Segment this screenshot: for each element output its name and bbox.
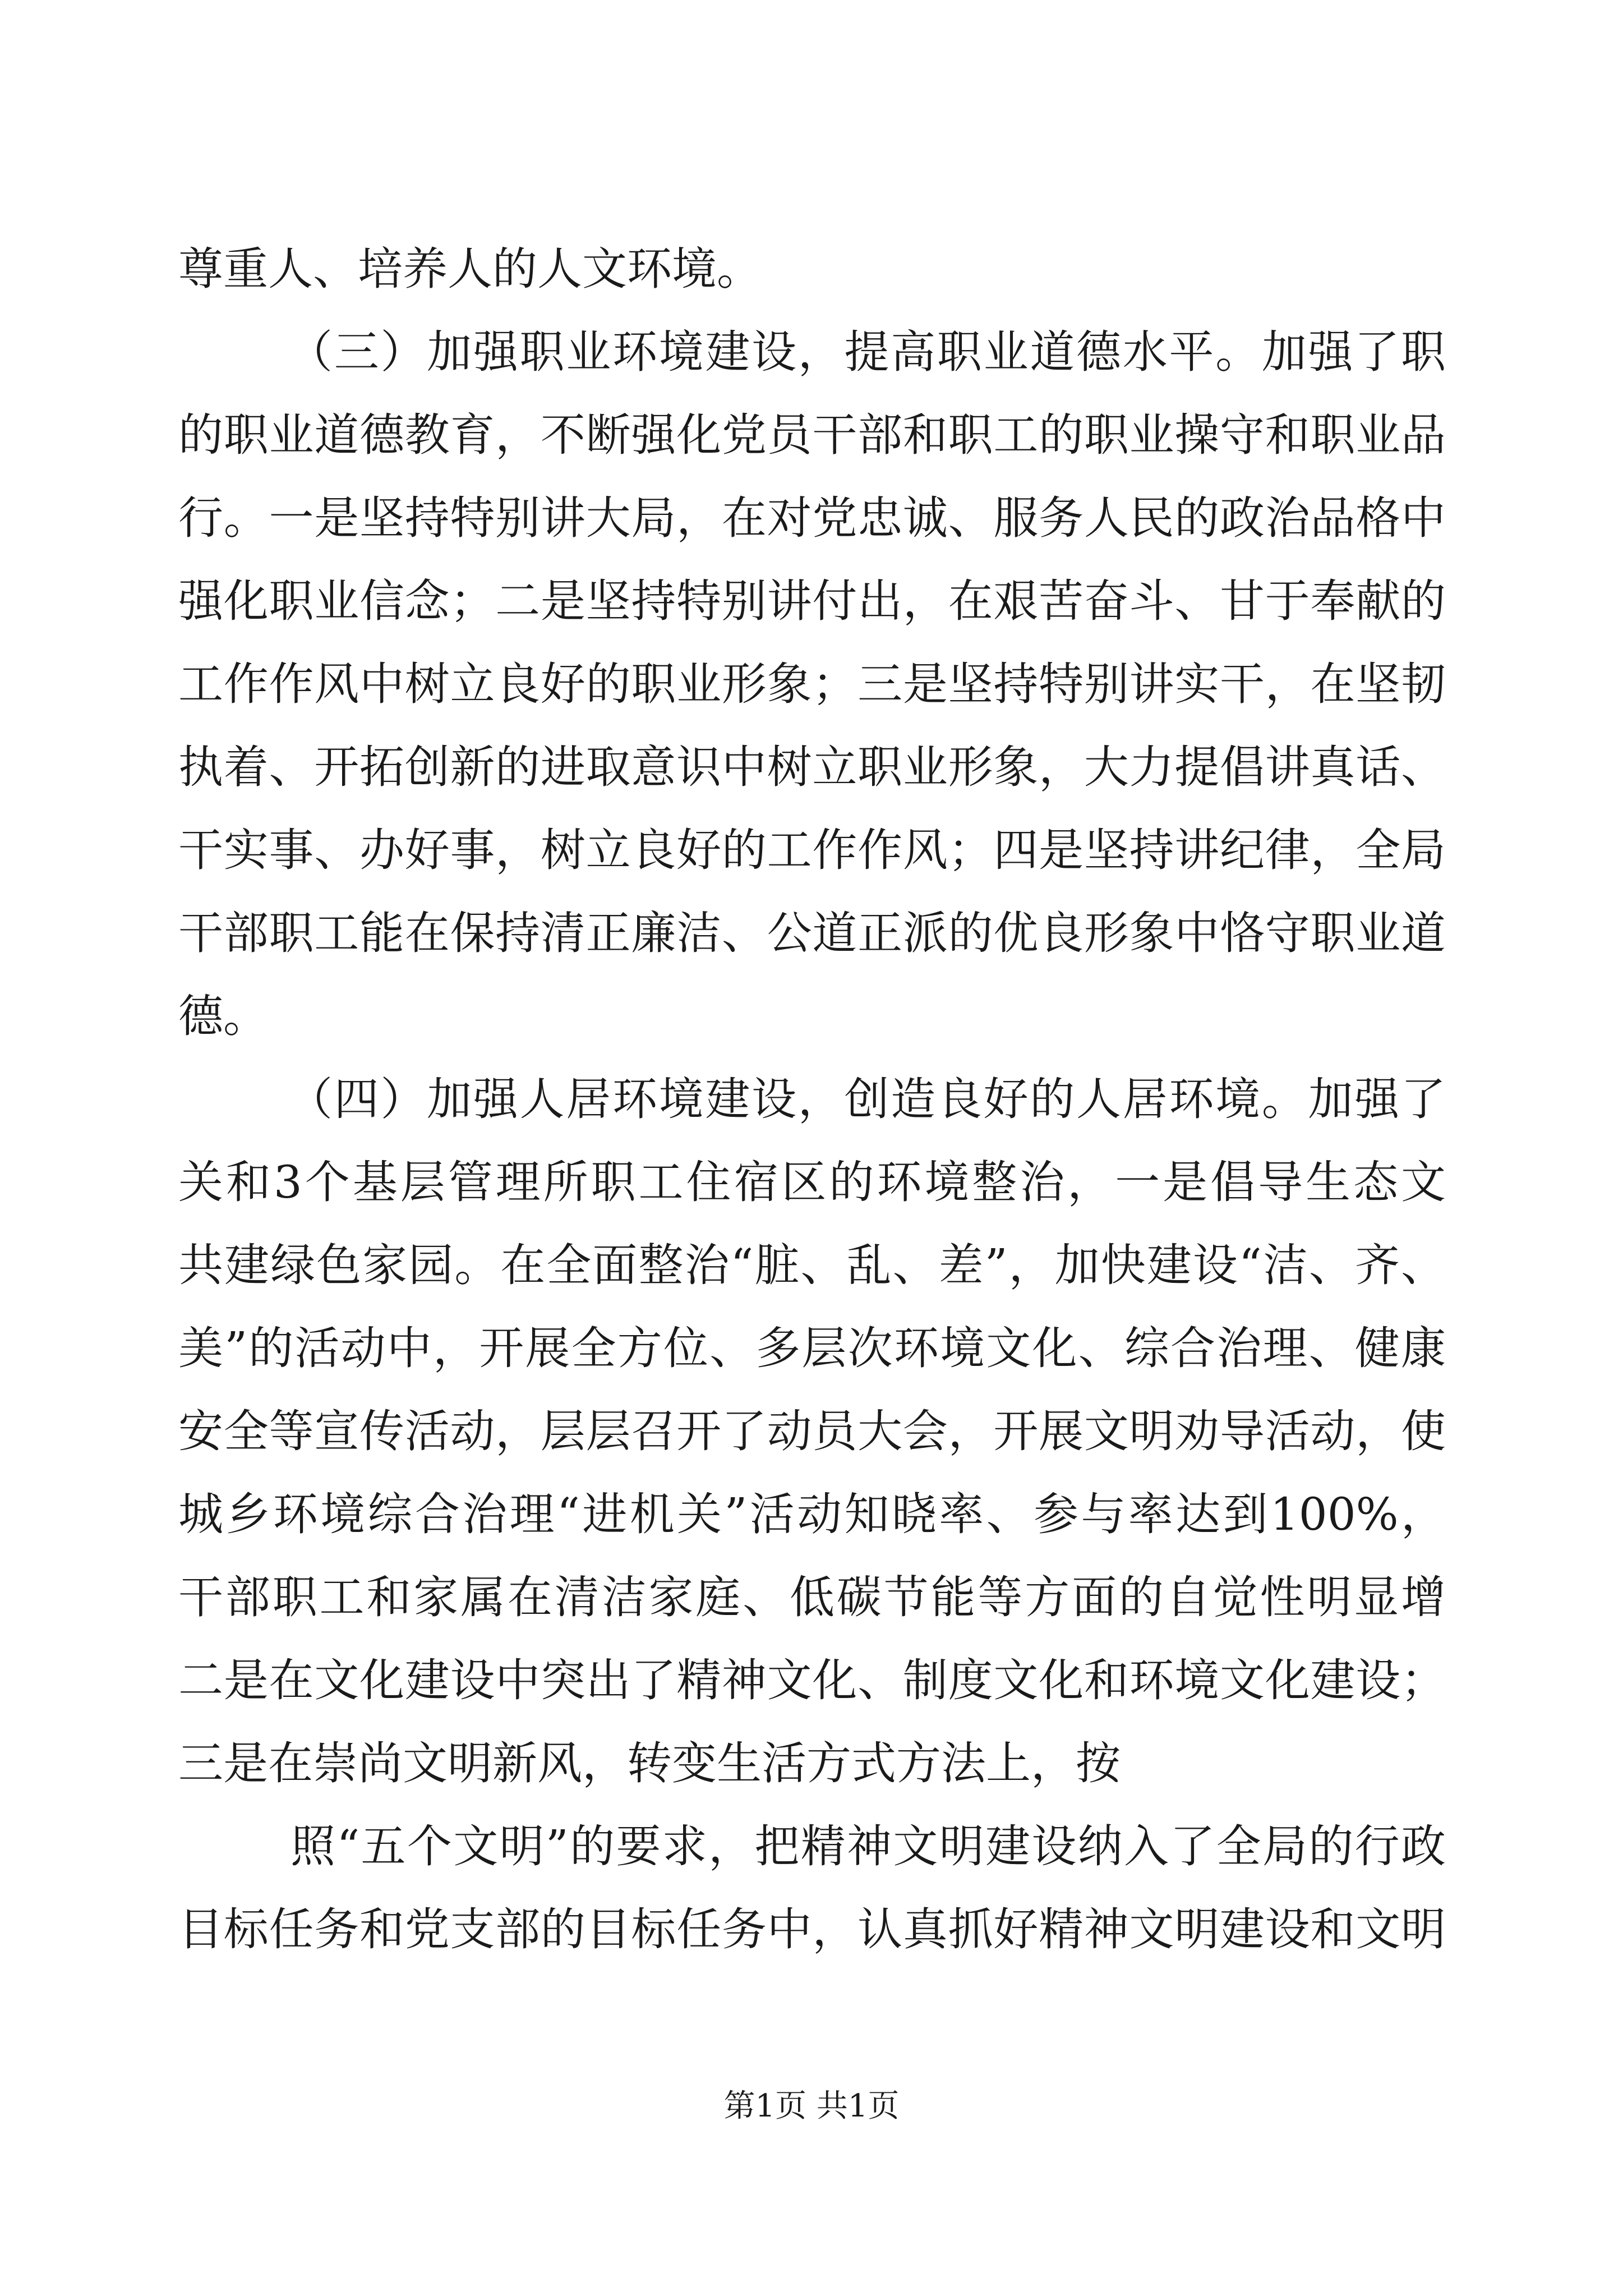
text-line: 工作作风中树立良好的职业形象；三是坚持特别讲实干，在坚韧 <box>178 658 1446 710</box>
text-line: （四）加强人居环境建设，创造良好的人居环境。加强了 <box>288 1073 1446 1125</box>
text-line: 的职业道德教育，不断强化党员干部和职工的职业操守和职业品 <box>178 409 1446 461</box>
text-line: （三）加强职业环境建设，提高职业道德水平。加强了职 <box>288 326 1446 378</box>
text-line: 尊重人、培养人的人文环境。 <box>178 243 762 295</box>
text-line: 二是在文化建设中突出了精神文化、制度文化和环境文化建设； <box>178 1654 1446 1706</box>
text-line: 强化职业信念；二是坚持特别讲付出，在艰苦奋斗、甘于奉献的 <box>178 575 1446 627</box>
text-line: 三是在崇尚文明新风，转变生活方式方法上，按 <box>178 1737 1121 1789</box>
text-line: 美”的活动中，开展全方位、多层次环境文化、综合治理、健康 <box>178 1322 1446 1374</box>
text-line: 照“五个文明”的要求，把精神文明建设纳入了全局的行政 <box>291 1820 1446 1872</box>
text-line: 干部职工和家属在清洁家庭、低碳节能等方面的自觉性明显增 <box>178 1571 1446 1623</box>
text-line: 关和3个基层管理所职工住宿区的环境整治，一是倡导生态文 <box>178 1156 1446 1208</box>
text-line: 目标任务和党支部的目标任务中，认真抓好精神文明建设和文明 <box>178 1903 1446 1955</box>
text-line: 执着、开拓创新的进取意识中树立职业形象，大力提倡讲真话、 <box>178 741 1446 793</box>
text-line: 共建绿色家园。在全面整治“脏、乱、差”，加快建设“洁、齐、 <box>178 1239 1446 1291</box>
text-line: 行。一是坚持特别讲大局，在对党忠诚、服务人民的政治品格中 <box>178 492 1446 544</box>
text-line: 德。 <box>178 990 268 1042</box>
text-line: 城乡环境综合治理“进机关”活动知晓率、参与率达到100%， <box>178 1488 1446 1540</box>
text-line: 干部职工能在保持清正廉洁、公道正派的优良形象中恪守职业道 <box>178 907 1446 959</box>
page-footer: 第1页 共1页 <box>723 2088 900 2124</box>
text-line: 干实事、办好事，树立良好的工作作风；四是坚持讲纪律，全局 <box>178 824 1446 876</box>
text-line: 安全等宣传活动，层层召开了动员大会，开展文明劝导活动，使 <box>178 1405 1446 1457</box>
